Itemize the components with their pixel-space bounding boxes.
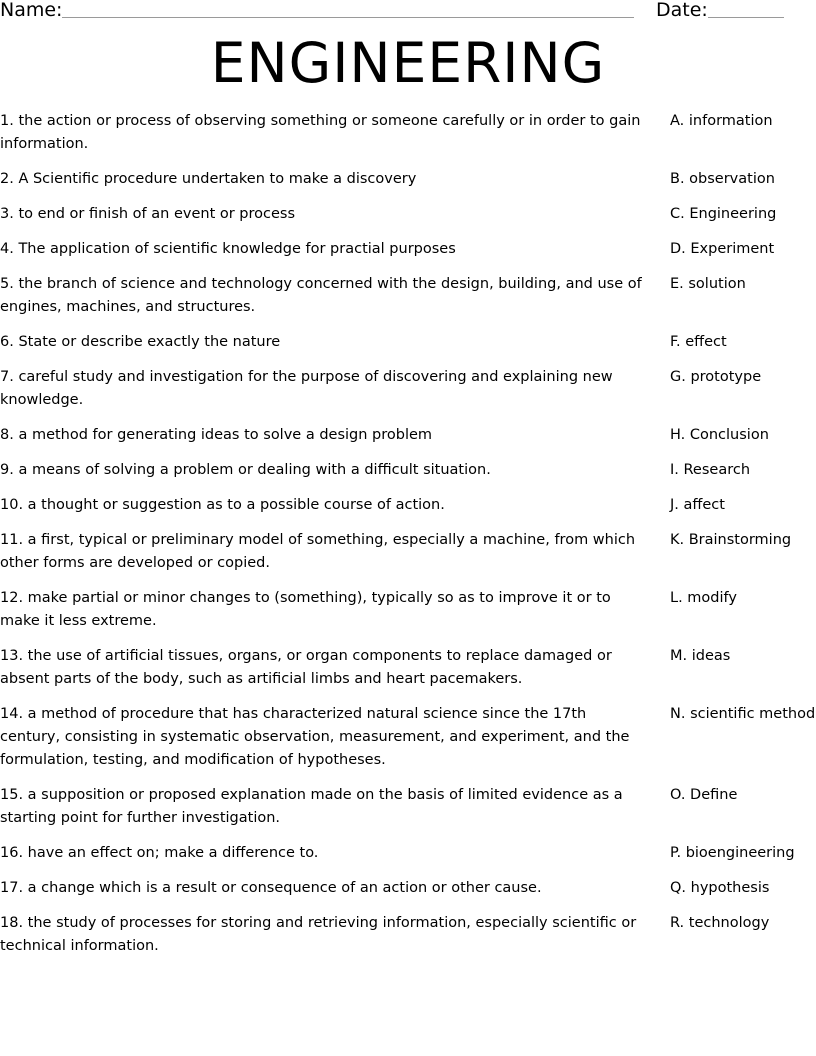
answer-choice: J. affect [670,497,725,513]
matching-row [0,273,816,319]
answer-choice: D. Experiment [670,241,775,257]
page-title: ENGINEERING [210,31,606,95]
answer-choice: N. scientific method [670,706,816,722]
clue-text: 14. a method of procedure that has characterized natural science since the 17th century, consisting in systematic observation, measurement, and experiment, and the formulation, testing, and modification of hypotheses. [0,706,630,768]
answer-choice: O. Define [670,787,738,803]
matching-row [0,238,816,261]
date-label: Date: [656,0,708,21]
clue-text: 3. to end or finish of an event or process [0,206,296,222]
answer-choice: P. bioengineering [670,845,795,861]
matching-row [0,110,816,156]
matching-row [0,494,816,517]
matching-row [0,877,816,900]
answer-choice: K. Brainstorming [670,532,792,548]
matching-row [0,645,816,691]
clue-text: 16. have an effect on; make a difference to. [0,845,319,861]
matching-row [0,912,816,958]
matching-row [0,168,816,191]
clue-text: 6. State or describe exactly the nature [0,334,281,350]
name-label: Name: [0,0,63,21]
clue-text: 11. a first, typical or preliminary model of something, especially a machine, from which other forms are developed or copied. [0,532,636,571]
clue-text: 4. The application of scientific knowledge for practial purposes [0,241,456,257]
date-field[interactable] [708,17,784,18]
clue-text: 9. a means of solving a problem or dealing with a difficult situation. [0,462,491,478]
answer-choice: C. Engineering [670,206,777,222]
answer-choice: B. observation [670,171,775,187]
answer-choice: E. solution [670,276,746,292]
matching-row [0,459,816,482]
matching-row [0,331,816,354]
clue-text: 15. a supposition or proposed explanation made on the basis of limited evidence as a starting point for further investigation. [0,787,623,826]
clue-text: 2. A Scientific procedure undertaken to make a discovery [0,171,417,187]
answer-choice: G. prototype [670,369,762,385]
answer-choice: F. effect [670,334,727,350]
matching-row [0,203,816,226]
clue-text: 12. make partial or minor changes to (something), typically so as to improve it or to make it less extreme. [0,590,611,629]
matching-row [0,703,816,772]
clue-text: 17. a change which is a result or consequence of an action or other cause. [0,880,542,896]
answer-choice: A. information [670,113,773,129]
matching-row [0,366,816,412]
matching-list [0,110,816,970]
clue-text: 13. the use of artificial tissues, organs, or organ components to replace damaged or absent parts of the body, such as artificial limbs and heart pacemakers. [0,648,612,687]
clue-text: 5. the branch of science and technology concerned with the design, building, and use of engines, machines, and structures. [0,276,642,315]
matching-row [0,587,816,633]
answer-choice: M. ideas [670,648,731,664]
answer-choice: R. technology [670,915,770,931]
answer-choice: I. Research [670,462,751,478]
clue-text: 10. a thought or suggestion as to a possible course of action. [0,497,445,513]
answer-choice: H. Conclusion [670,427,769,443]
worksheet-header [0,0,816,24]
matching-row [0,842,816,865]
clue-text: 18. the study of processes for storing and retrieving information, especially scientific or technical information. [0,915,637,954]
matching-row [0,424,816,447]
matching-row [0,529,816,575]
clue-text: 7. careful study and investigation for the purpose of discovering and explaining new knowledge. [0,369,613,408]
answer-choice: L. modify [670,590,737,606]
name-field[interactable] [62,17,634,18]
matching-row [0,784,816,830]
answer-choice: Q. hypothesis [670,880,770,896]
clue-text: 1. the action or process of observing something or someone carefully or in order to gain information. [0,113,641,152]
clue-text: 8. a method for generating ideas to solve a design problem [0,427,433,443]
